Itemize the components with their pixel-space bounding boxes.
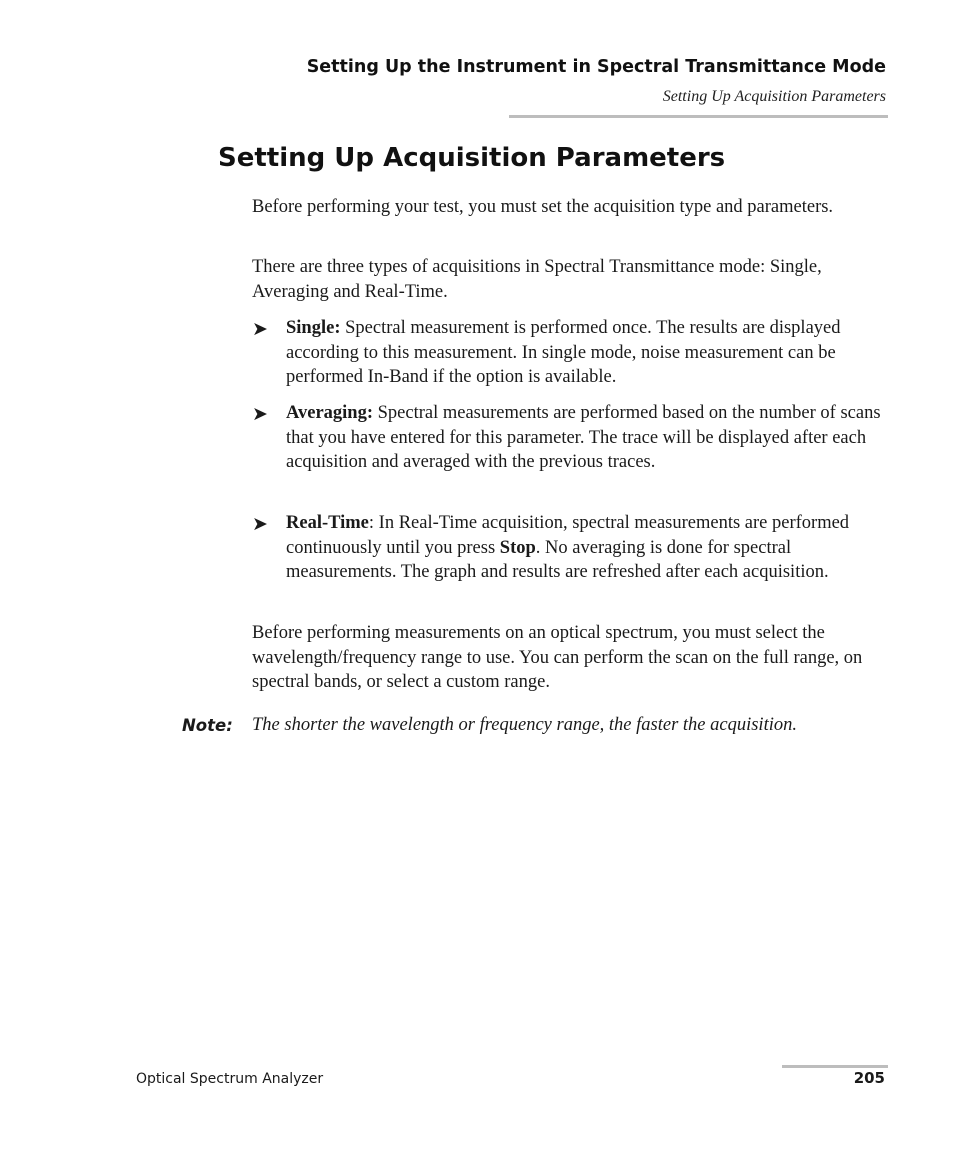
list-item-text [286, 511, 892, 585]
list-item-text [286, 401, 892, 475]
range-paragraph: Before performing measurements on an optical spectrum, you must select the wavelength/frequency range to use. You can perform the scan on the full range, on spectral bands, or select a custom range. [252, 623, 863, 693]
note-text: The shorter the wavelength or frequency range, the faster the acquisition. [252, 715, 797, 735]
header-rule [509, 115, 888, 118]
list-item-description: Spectral measurements are performed based on the number of scans that you have entered for this parameter. The trace will be displayed after each acquisition and averaged with the previous traces. [286, 403, 881, 473]
list-item-averaging [252, 401, 892, 475]
intro-paragraph: Before performing your test, you must set the acquisition type and parameters. [252, 197, 834, 217]
list-item-description: : In Real-Time acquisition, spectral measurements are performed continuously until you press [286, 513, 850, 558]
bullet-arrow-icon: ➤ [252, 514, 268, 535]
running-header-chapter: Setting Up the Instrument in Spectral Transmittance Mode [306, 57, 886, 77]
page-number: 205 [853, 1069, 885, 1087]
running-header-section: Setting Up Acquisition Parameters [662, 88, 886, 105]
footer-rule [782, 1065, 888, 1068]
stop-keyword: Stop [499, 537, 536, 558]
list-item-real-time [252, 511, 892, 585]
list-item-text [286, 316, 892, 390]
list-item-term: Averaging: [286, 403, 373, 423]
bullet-arrow-icon: ➤ [252, 319, 268, 340]
list-item-description-end: . No averaging is done for spectral measurements. The graph and results are refreshed after each acquisition. [286, 537, 829, 583]
list-item-description: Spectral measurement is performed once. The results are displayed according to this measurement. In single mode, noise measurement can be performed In-Band if the option is available. [286, 318, 841, 388]
list-item-single [252, 316, 892, 390]
page-title: Setting Up Acquisition Parameters [218, 143, 726, 173]
footer-product-name: Optical Spectrum Analyzer [136, 1071, 324, 1087]
list-item-term: Single: [286, 318, 341, 338]
note-label: Note: [182, 716, 233, 735]
bullet-arrow-icon: ➤ [252, 404, 268, 425]
types-paragraph: There are three types of acquisitions in Spectral Transmittance mode: Single, Averaging and Real-Time. [252, 257, 822, 302]
list-item-term: Real-Time [286, 513, 369, 533]
